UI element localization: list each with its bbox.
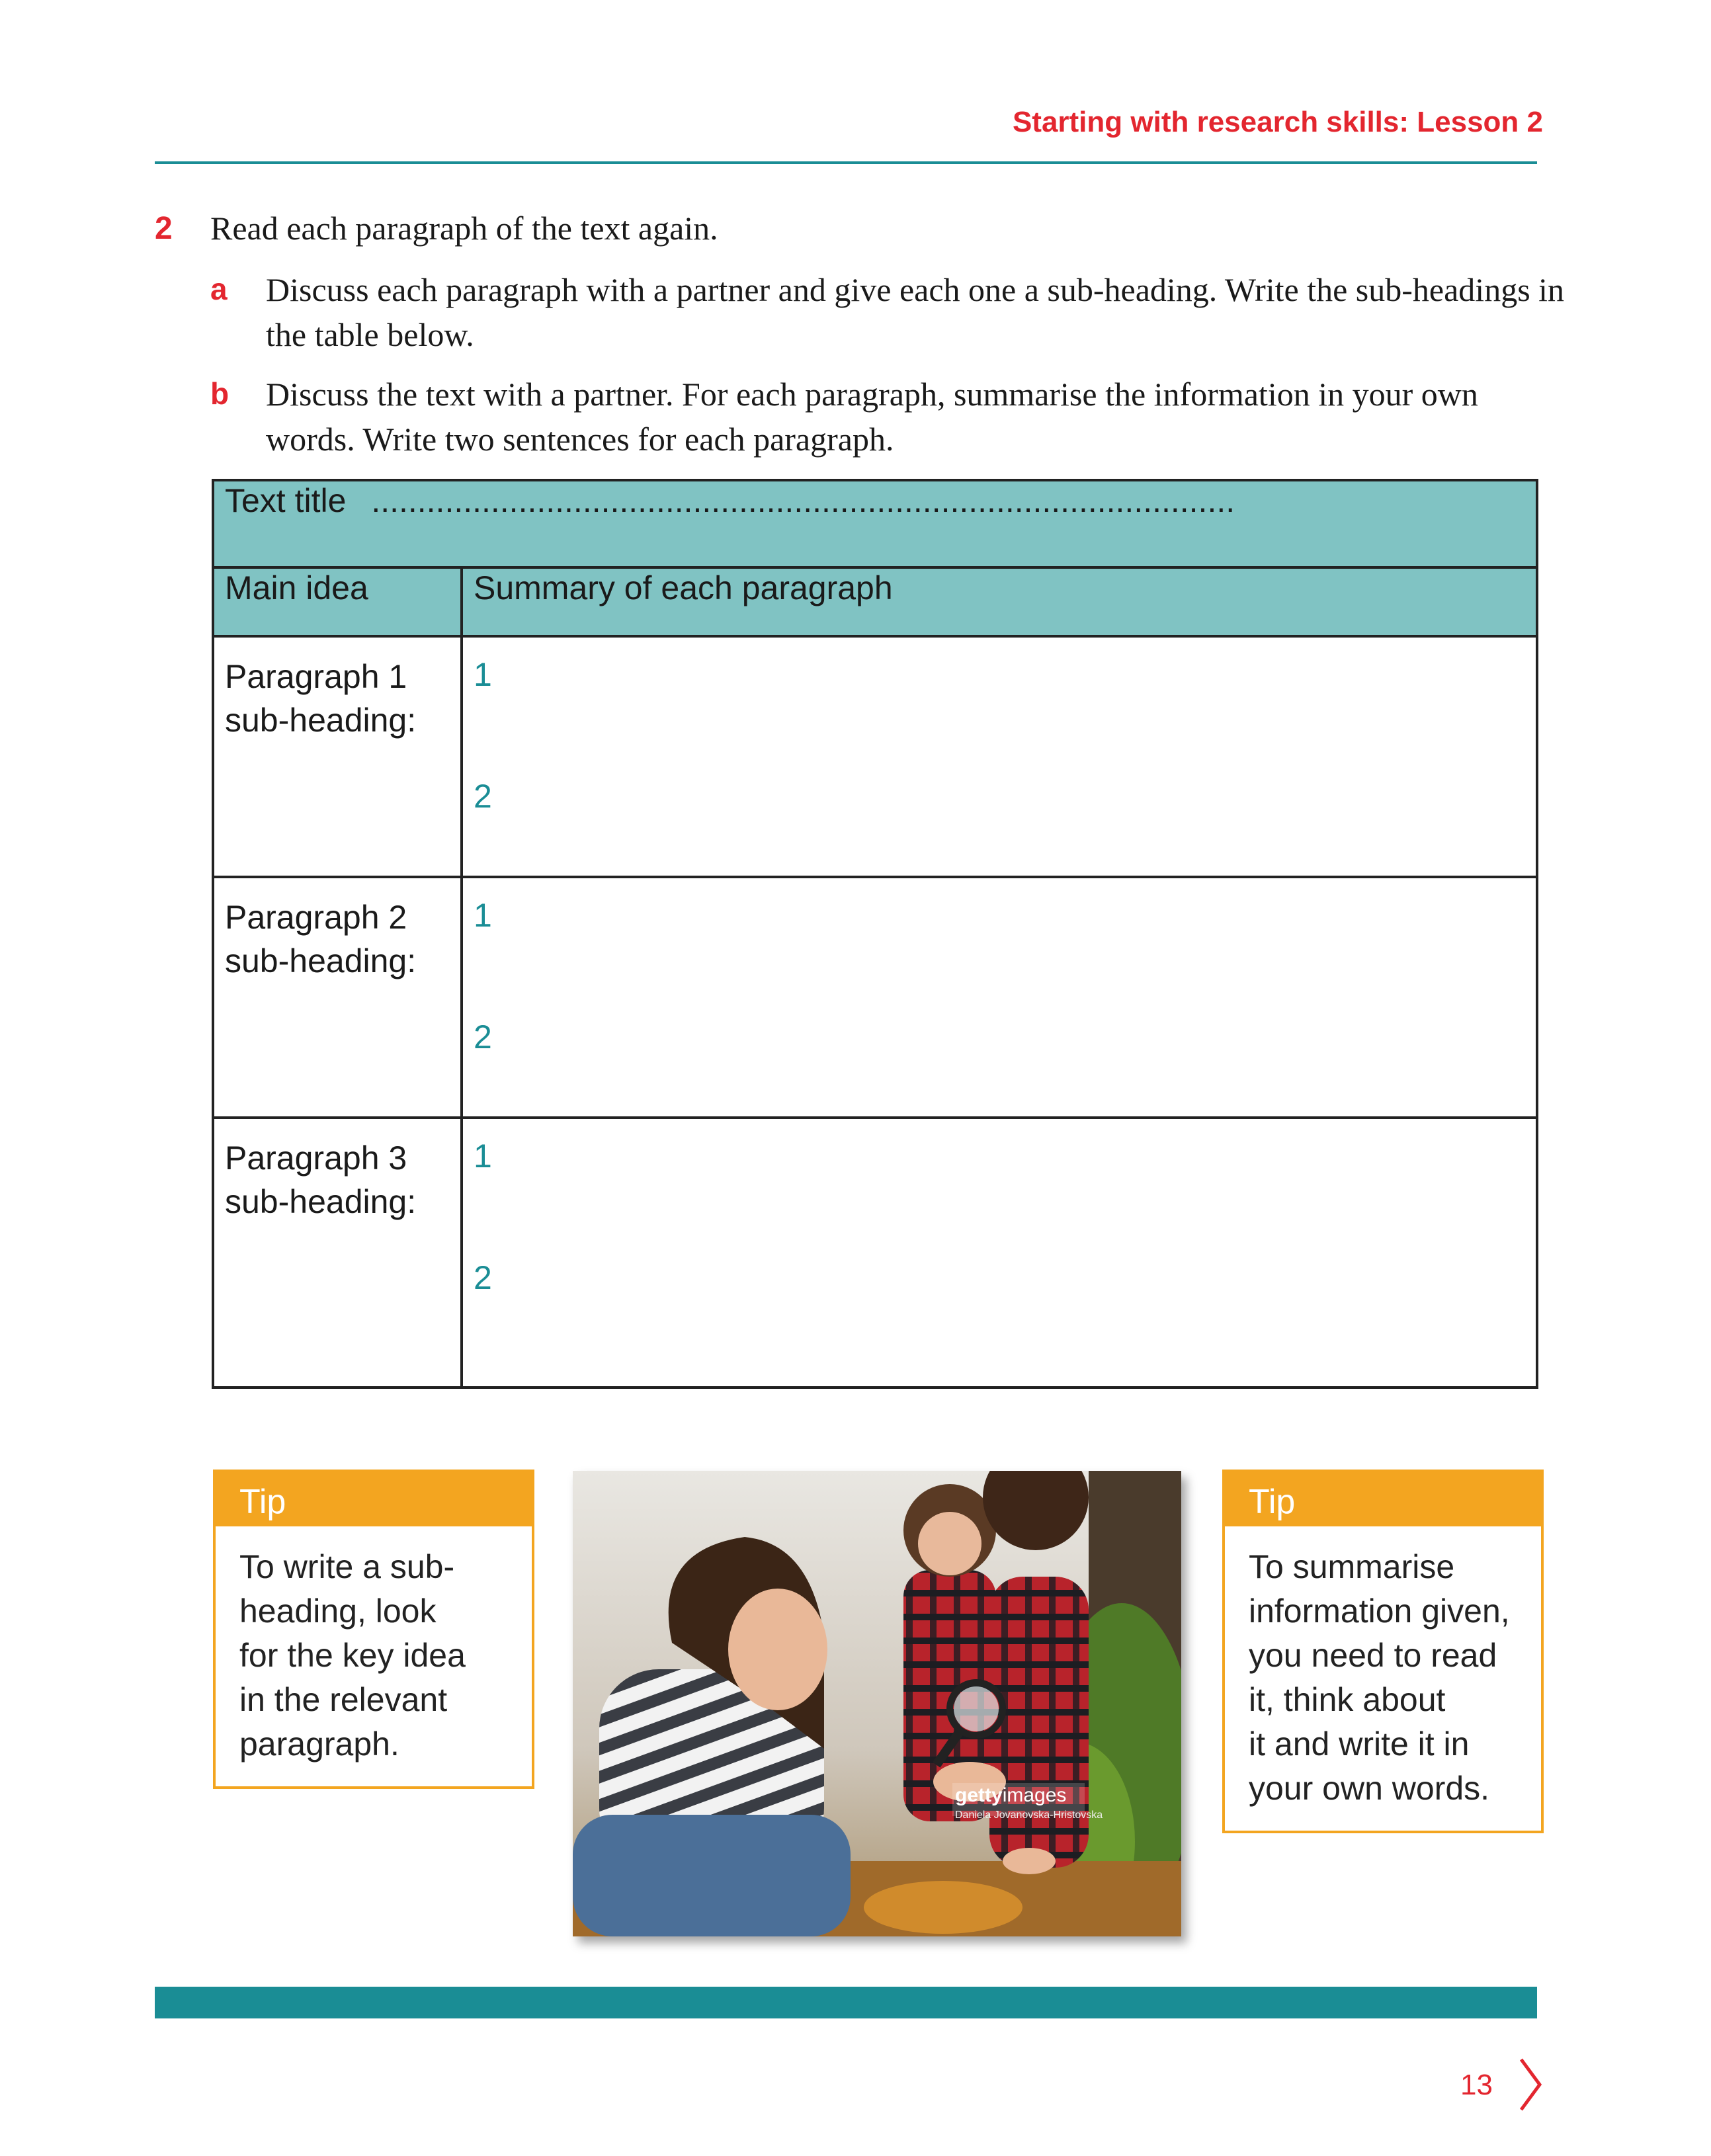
main-idea-cell[interactable] [213,877,462,1118]
header-title: Starting with research skills: Lesson 2 [1012,106,1543,138]
sentence-number-1: 1 [474,656,492,693]
tip-line: for the key idea [239,1637,466,1674]
summary-table [212,479,1538,1389]
sentence-number-2: 2 [474,778,492,815]
paragraph-label-line1: Paragraph 1 [225,658,407,695]
photo-children-magnifying-glass [573,1471,1181,1936]
watermark-brand-light: images [1002,1784,1067,1806]
paragraph-label [225,895,450,983]
tip-line: it and write it in [1249,1725,1470,1762]
photo-illustration [573,1471,1181,1936]
table-title-row [213,480,1537,567]
sentence-number-1: 1 [474,1138,492,1175]
watermark-brand-bold: getty [955,1784,1003,1806]
part-a-text: Discuss each paragraph with a partner and give each one a sub-heading. Write the sub-headings in the table below. [266,271,1565,353]
tip-line: it, think about [1249,1681,1446,1718]
tip-body [216,1526,532,1786]
tip-line: in the relevant [239,1681,448,1718]
table-row [213,877,1537,1118]
header-main-idea: Main idea [213,567,462,636]
question-number: 2 [155,211,173,246]
tip-line: your own words. [1249,1770,1490,1807]
question-text: Read each paragraph of the text again. [210,210,718,247]
part-a-letter: a [210,272,228,306]
table-header-row [213,567,1537,636]
paragraph-label [225,1136,450,1223]
main-idea-cell[interactable] [213,636,462,877]
tip-line: heading, look [239,1593,437,1630]
sentence-number-2: 2 [474,1018,492,1056]
tip-body [1225,1526,1541,1831]
getty-watermark [955,1784,1066,1807]
tip-line: To write a sub- [239,1548,455,1585]
text-title-label: Text title [225,482,347,519]
paragraph-label-line2: sub-heading: [225,1183,417,1220]
paragraph-label [225,655,450,742]
page-number: 13 [1460,2069,1493,2101]
tip-heading: Tip [216,1472,532,1526]
summary-cell[interactable] [462,1118,1537,1388]
chevron-right-icon[interactable] [1517,2057,1544,2116]
sentence-number-1: 1 [474,897,492,934]
header-summary: Summary of each paragraph [462,567,1537,636]
summary-cell[interactable] [462,877,1537,1118]
table-row [213,1118,1537,1388]
watermark-credit: Daniela Jovanovska-Hristovska [955,1809,1103,1821]
paragraph-label-line2: sub-heading: [225,702,417,739]
tip-line: paragraph. [239,1725,399,1762]
tip-line: information given, [1249,1593,1510,1630]
table-row [213,636,1537,877]
tip-box-subheading [213,1470,534,1789]
paragraph-label-line2: sub-heading: [225,942,417,979]
sentence-number-2: 2 [474,1259,492,1296]
text-title-cell[interactable] [213,480,1537,567]
summary-cell[interactable] [462,636,1537,877]
paragraph-label-line1: Paragraph 3 [225,1140,407,1177]
text-title-dots: .............................................................................................. [371,482,1235,519]
footer-bar [155,1987,1537,2018]
tip-heading: Tip [1225,1472,1541,1526]
main-idea-cell[interactable] [213,1118,462,1388]
part-b-letter: b [210,376,230,411]
tip-box-summarise [1222,1470,1544,1833]
part-b-text: Discuss the text with a partner. For each paragraph, summarise the information in your own words. Write two sentences for each paragraph. [266,376,1478,458]
header-rule [155,161,1537,164]
tip-line: you need to read [1249,1637,1497,1674]
tip-line: To summarise [1249,1548,1455,1585]
paragraph-label-line1: Paragraph 2 [225,899,407,936]
